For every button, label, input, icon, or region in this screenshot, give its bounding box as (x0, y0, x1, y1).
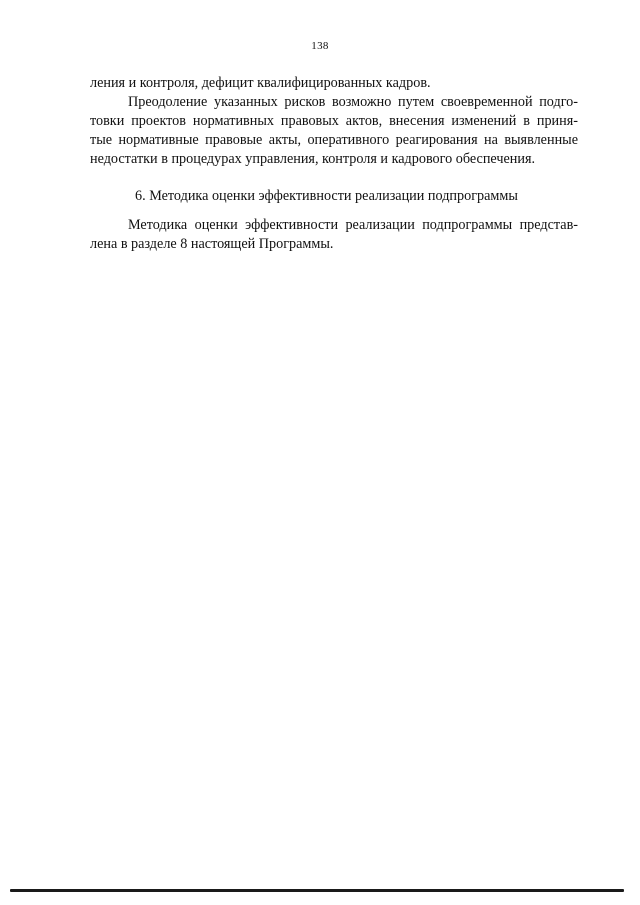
bottom-scan-border (10, 889, 624, 892)
section-6-line-1: Методика оценки эффективности реализации подпрограммы представ- (128, 217, 578, 233)
risks-paragraph-line-4: недостатки в процедурах управления, контроля и кадрового обеспечения. (90, 151, 536, 167)
risks-paragraph-line-1: Преодоление указанных рисков возможно путем своевременной подго- (128, 94, 578, 110)
page-number: 138 (311, 40, 329, 52)
continuation-line-1: ления и контроля, дефицит квалифицированных кадров. (90, 75, 431, 91)
section-6-line-2: лена в разделе 8 настоящей Программы. (90, 236, 334, 252)
section-6-heading: 6. Методика оценки эффективности реализации подпрограммы (135, 188, 518, 204)
risks-paragraph-line-3: тые нормативные правовые акты, оперативного реагирования на выявленные (90, 132, 578, 148)
risks-paragraph-line-2: товки проектов нормативных правовых актов, внесения изменений в приня- (90, 113, 578, 129)
